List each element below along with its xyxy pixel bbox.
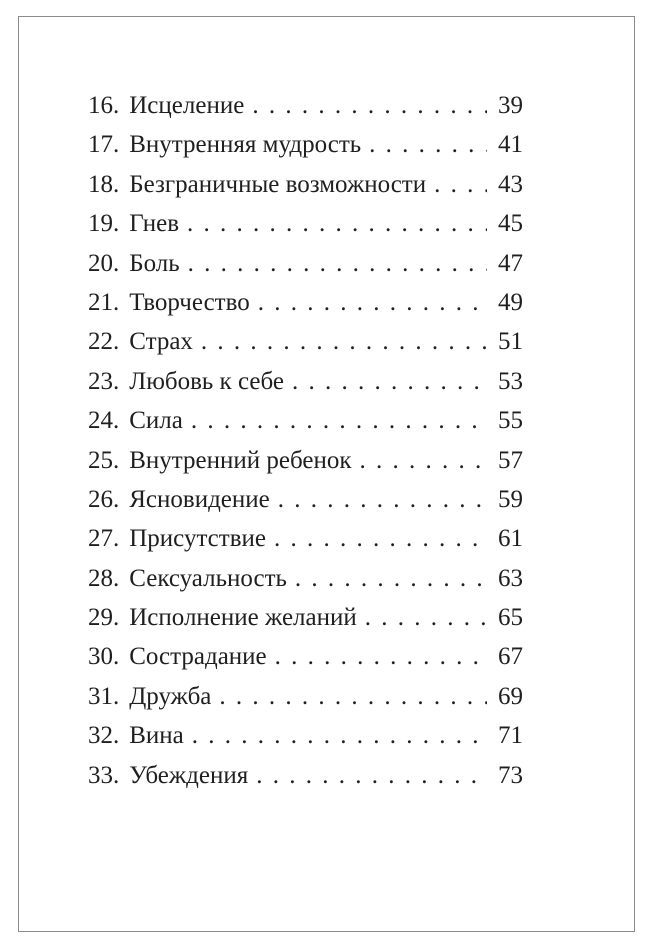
dot-leader-decoration xyxy=(360,441,487,480)
entry-number: 31. xyxy=(88,682,120,710)
entry-title: Дружба xyxy=(129,682,212,710)
toc-entry xyxy=(88,322,523,361)
entry-page-number: 41 xyxy=(498,131,523,159)
dot-leader-decoration xyxy=(188,244,487,283)
entry-title: Внутренний ребенок xyxy=(129,446,352,474)
entry-page-number: 67 xyxy=(498,643,523,671)
toc-entry xyxy=(88,283,523,322)
entry-number: 28. xyxy=(88,564,120,592)
toc-entry xyxy=(88,756,523,795)
dot-leader-decoration xyxy=(252,86,487,125)
dot-leader-decoration xyxy=(295,559,487,598)
toc-entry xyxy=(88,480,523,519)
entry-number: 24. xyxy=(88,407,120,435)
dot-leader-decoration xyxy=(256,756,487,795)
toc-entry xyxy=(88,401,523,440)
dot-leader-decoration xyxy=(274,519,487,558)
entry-title: Гнев xyxy=(129,210,180,238)
entry-number: 22. xyxy=(88,328,120,356)
toc-entry xyxy=(88,244,523,283)
entry-page-number: 49 xyxy=(498,288,523,316)
entry-page-number: 45 xyxy=(498,210,523,238)
dot-leader-decoration xyxy=(365,598,487,637)
entry-title: Убеждения xyxy=(129,761,249,789)
entry-title: Творчество xyxy=(129,288,250,316)
entry-number: 17. xyxy=(88,131,120,159)
toc-entry xyxy=(88,204,523,243)
dot-leader-decoration xyxy=(292,362,487,401)
entry-page-number: 61 xyxy=(498,525,523,553)
entry-number: 29. xyxy=(88,604,120,632)
dot-leader-decoration xyxy=(434,165,487,204)
entry-page-number: 47 xyxy=(498,249,523,277)
entry-number: 21. xyxy=(88,288,120,316)
toc-list xyxy=(88,86,523,795)
dot-leader-decoration xyxy=(192,716,487,755)
toc-entry xyxy=(88,362,523,401)
entry-page-number: 57 xyxy=(498,446,523,474)
toc-entry xyxy=(88,441,523,480)
entry-number: 26. xyxy=(88,485,120,513)
entry-number: 27. xyxy=(88,525,120,553)
entry-number: 33. xyxy=(88,761,120,789)
dot-leader-decoration xyxy=(369,125,487,164)
dot-leader-decoration xyxy=(191,401,487,440)
dot-leader-decoration xyxy=(278,480,487,519)
entry-page-number: 71 xyxy=(498,722,523,750)
entry-page-number: 51 xyxy=(498,328,523,356)
entry-number: 16. xyxy=(88,92,120,119)
entry-title: Ясновидение xyxy=(129,485,270,513)
entry-number: 23. xyxy=(88,367,120,395)
dot-leader-decoration xyxy=(275,637,487,676)
entry-page-number: 55 xyxy=(498,407,523,435)
toc-entry xyxy=(88,86,523,125)
entry-title: Исполнение желаний xyxy=(129,604,357,632)
entry-title: Любовь к себе xyxy=(129,367,284,395)
entry-page-number: 69 xyxy=(498,682,523,710)
entry-title: Сексуальность xyxy=(129,564,287,592)
entry-number: 32. xyxy=(88,722,120,750)
entry-number: 19. xyxy=(88,210,120,238)
entry-page-number: 59 xyxy=(498,485,523,513)
entry-page-number: 73 xyxy=(498,761,523,789)
dot-leader-decoration xyxy=(187,204,487,243)
toc-entry xyxy=(88,125,523,164)
toc-entry xyxy=(88,165,523,204)
entry-title: Внутренняя мудрость xyxy=(129,131,362,159)
entry-page-number: 39 xyxy=(498,92,523,119)
entry-title: Вина xyxy=(129,722,184,750)
dot-leader-decoration xyxy=(219,677,487,716)
dot-leader-decoration xyxy=(258,283,487,322)
dot-leader-decoration xyxy=(201,322,487,361)
toc-entry xyxy=(88,716,523,755)
entry-title: Страх xyxy=(129,328,193,356)
toc-entry xyxy=(88,637,523,676)
entry-title: Безграничные возможности xyxy=(129,170,427,198)
toc-entry xyxy=(88,519,523,558)
entry-page-number: 53 xyxy=(498,367,523,395)
entry-number: 25. xyxy=(88,446,120,474)
entry-page-number: 65 xyxy=(498,604,523,632)
entry-title: Сила xyxy=(129,407,183,435)
entry-page-number: 63 xyxy=(498,564,523,592)
entry-title: Присутствие xyxy=(129,525,266,553)
entry-title: Боль xyxy=(129,249,180,277)
entry-number: 20. xyxy=(88,249,120,277)
entry-number: 30. xyxy=(88,643,120,671)
entry-title: Исцеление xyxy=(129,92,245,119)
entry-page-number: 43 xyxy=(498,170,523,198)
entry-title: Сострадание xyxy=(129,643,267,671)
toc-entry xyxy=(88,559,523,598)
entry-number: 18. xyxy=(88,170,120,198)
toc-entry xyxy=(88,598,523,637)
toc-entry xyxy=(88,677,523,716)
